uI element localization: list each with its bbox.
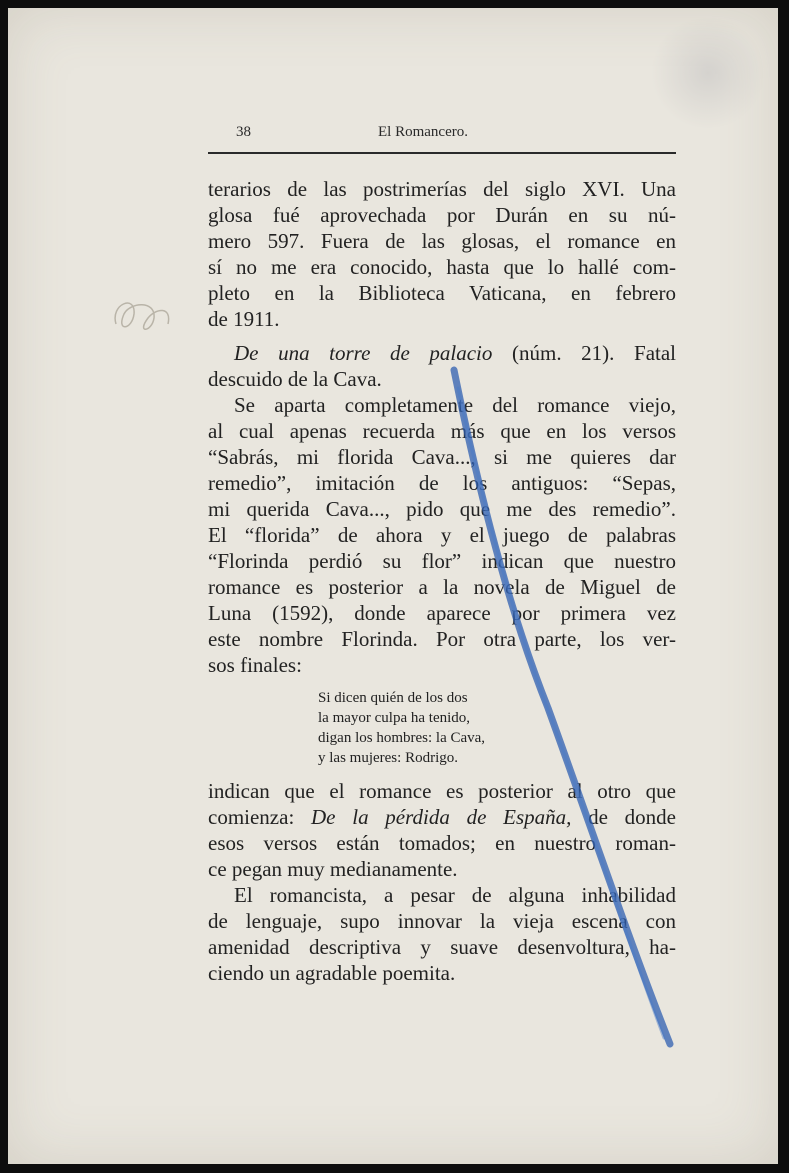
romance-title: De la pérdida de España, — [311, 805, 572, 829]
text-line: descuido de la Cava. — [208, 367, 382, 391]
paragraph-1 — [208, 176, 676, 332]
text-line: pleto en la Biblioteca Vaticana, en febrero — [208, 281, 676, 305]
paragraph-4 — [208, 778, 676, 882]
page-number: 38 — [236, 124, 251, 140]
text-line: El “florida” de ahora y el juego de palabras — [208, 523, 676, 547]
verse-line: Si dicen quién de los dos — [318, 690, 468, 706]
text-line: romance es posterior a la novela de Miguel de — [208, 575, 676, 599]
verse-line: la mayor culpa ha tenido, — [318, 710, 471, 726]
text-line: Se aparta completamente del romance viejo, — [234, 393, 676, 417]
text-line: sos finales: — [208, 653, 302, 677]
text-fragment: de donde — [571, 805, 676, 829]
margin-scrawl-mark — [106, 284, 186, 344]
text-line: este nombre Florinda. Por otra parte, los ver- — [208, 627, 676, 651]
page-body — [208, 176, 676, 986]
text-line: mi querida Cava..., pido que me des remedio”. — [208, 497, 676, 521]
text-line: indican que el romance es posterior al otro que — [208, 779, 676, 803]
text-line: ciendo un agradable poemita. — [208, 961, 456, 985]
text-line: de lenguaje, supo innovar la vieja escena con — [208, 909, 676, 933]
text-line: ce pegan muy medianamente. — [208, 857, 458, 881]
header-rule — [208, 152, 676, 154]
text-line: mero 597. Fuera de las glosas, el romance en — [208, 229, 676, 253]
text-line: El romancista, a pesar de alguna inhabilidad — [234, 883, 676, 907]
text-line: “Florinda perdió su flor” indican que nuestro — [208, 549, 676, 573]
title-note: (núm. 21). Fatal — [492, 341, 676, 365]
page-header — [208, 116, 676, 150]
text-line: esos versos están tomados; en nuestro roman- — [208, 831, 676, 855]
text-line — [208, 340, 676, 366]
running-title: El Romancero. — [378, 124, 468, 140]
paper-stain — [648, 18, 768, 128]
text-line: Luna (1592), donde aparece por primera vez — [208, 601, 676, 625]
text-line: remedio”, imitación de los antiguos: “Sepas, — [208, 471, 676, 495]
paragraph-2 — [208, 340, 676, 392]
paragraph-5 — [208, 882, 676, 986]
romance-title: De una torre de palacio — [234, 341, 493, 365]
text-line: glosa fué aprovechada por Durán en su nú- — [208, 203, 676, 227]
verse-quote — [318, 688, 676, 768]
text-line: de 1911. — [208, 307, 280, 331]
text-line: terarios de las postrimerías del siglo XVI. Una — [208, 177, 676, 201]
text-line: “Sabrás, mi florida Cava..., si me quieres dar — [208, 445, 676, 469]
text-line: amenidad descriptiva y suave desenvoltura, ha- — [208, 935, 676, 959]
text-line: sí no me era conocido, hasta que lo hallé com- — [208, 255, 676, 279]
text-line: al cual apenas recuerda más que en los versos — [208, 419, 676, 443]
paragraph-3 — [208, 392, 676, 678]
text-fragment: comienza: — [208, 805, 312, 829]
verse-line: y las mujeres: Rodrigo. — [318, 750, 458, 766]
book-page — [8, 8, 778, 1164]
text-line — [208, 804, 676, 830]
verse-line: digan los hombres: la Cava, — [318, 730, 486, 746]
